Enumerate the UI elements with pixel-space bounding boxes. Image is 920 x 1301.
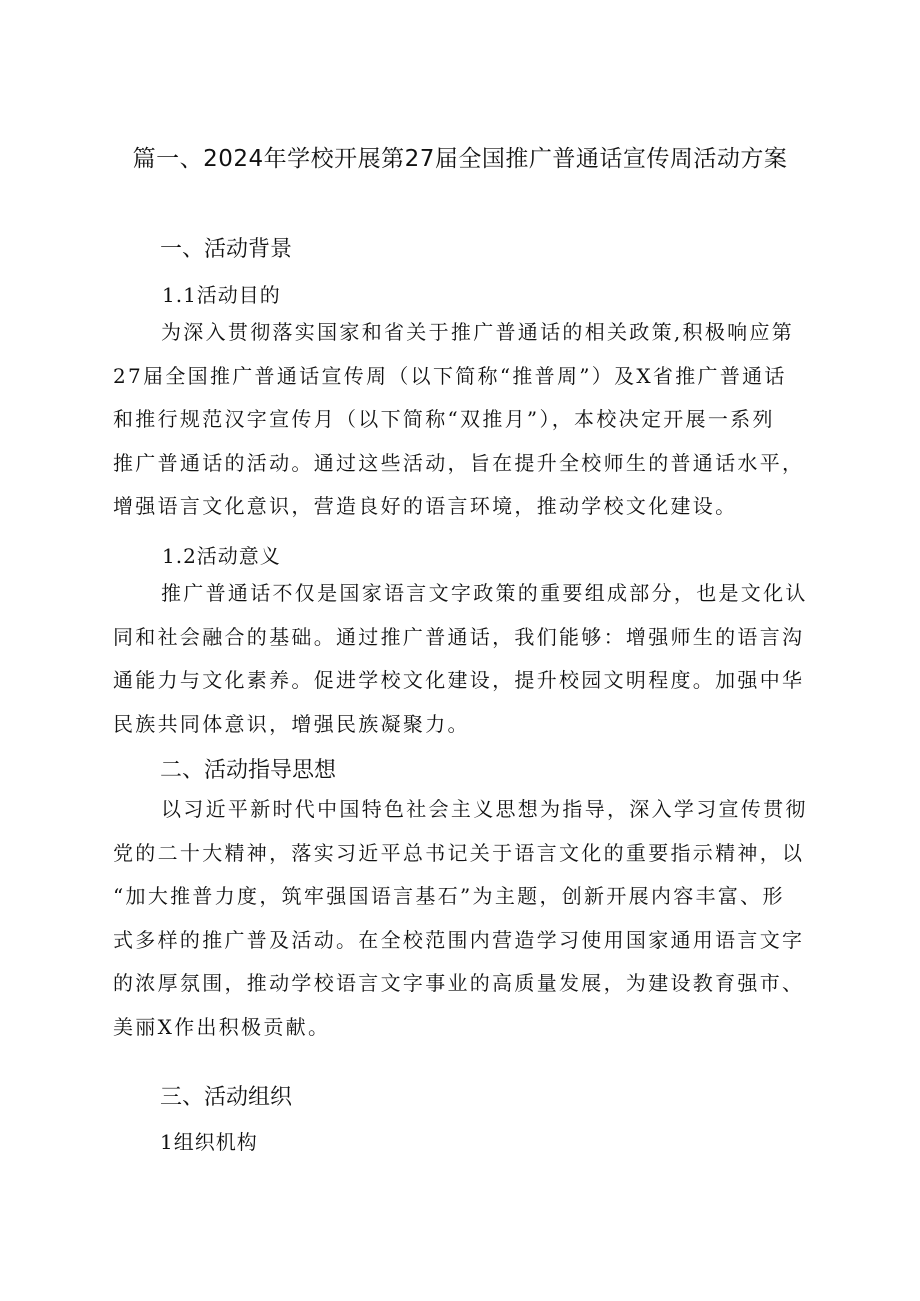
document-title: 篇一、2024年学校开展第27届全国推广普通话宣传周活动方案 bbox=[132, 146, 788, 172]
paragraph-line: “加大推普力度，筑牢强国语言基石”为主题，创新开展内容丰富、形 bbox=[113, 884, 785, 908]
paragraph-line: 式多样的推广普及活动。在全校范围内营造学习使用国家通用语言文字 bbox=[113, 927, 805, 952]
paragraph-line: 为深入贯彻落实国家和省关于推广普通话的相关政策,积极响应第 bbox=[161, 320, 795, 344]
subsection-heading-purpose: 1.1活动目的 bbox=[162, 283, 281, 307]
paragraph-line: 同和社会融合的基础。通过推广普通话，我们能够：增强师生的语言沟 bbox=[113, 624, 805, 649]
subsection-heading-org-structure: 1组织机构 bbox=[160, 1130, 258, 1154]
section-heading-guiding-ideology: 二、活动指导思想 bbox=[160, 758, 337, 783]
section-heading-organization: 三、活动组织 bbox=[160, 1085, 293, 1110]
paragraph-line: 推广普通话不仅是国家语言文字政策的重要组成部分，也是文化认 bbox=[161, 581, 808, 605]
paragraph-line: 美丽X作出积极贡献。 bbox=[113, 1014, 331, 1039]
section-heading-background: 一、活动背景 bbox=[160, 237, 293, 262]
paragraph-line: 通能力与文化素养。促进学校文化建设，提升校园文明程度。加强中华 bbox=[113, 668, 805, 692]
paragraph-line: 增强语言文化意识，营造良好的语言环境，推动学校文化建设。 bbox=[113, 494, 738, 518]
paragraph-line: 民族共同体意识，增强民族凝聚力。 bbox=[113, 711, 470, 736]
paragraph-line: 推广普通话的活动。通过这些活动，旨在提升全校师生的普通话水平， bbox=[113, 450, 805, 475]
paragraph-line: 的浓厚氛围，推动学校语言文字事业的高质量发展，为建设教育强市、 bbox=[113, 971, 805, 995]
paragraph-line: 27届全国推广普通话宣传周（以下简称“推普周”）及X省推广普通话 bbox=[113, 363, 787, 388]
paragraph-line: 和推行规范汉字宣传月（以下简称“双推月”），本校决定开展一系列 bbox=[113, 407, 775, 431]
paragraph-guiding-ideology bbox=[113, 788, 813, 1049]
paragraph-significance bbox=[113, 572, 813, 746]
paragraph-line: 党的二十大精神，落实习近平总书记关于语言文化的重要指示精神，以 bbox=[113, 840, 805, 865]
paragraph-purpose bbox=[113, 311, 813, 529]
paragraph-line: 以习近平新时代中国特色社会主义思想为指导，深入学习宣传贯彻 bbox=[161, 797, 808, 821]
subsection-heading-significance: 1.2活动意义 bbox=[162, 544, 281, 568]
